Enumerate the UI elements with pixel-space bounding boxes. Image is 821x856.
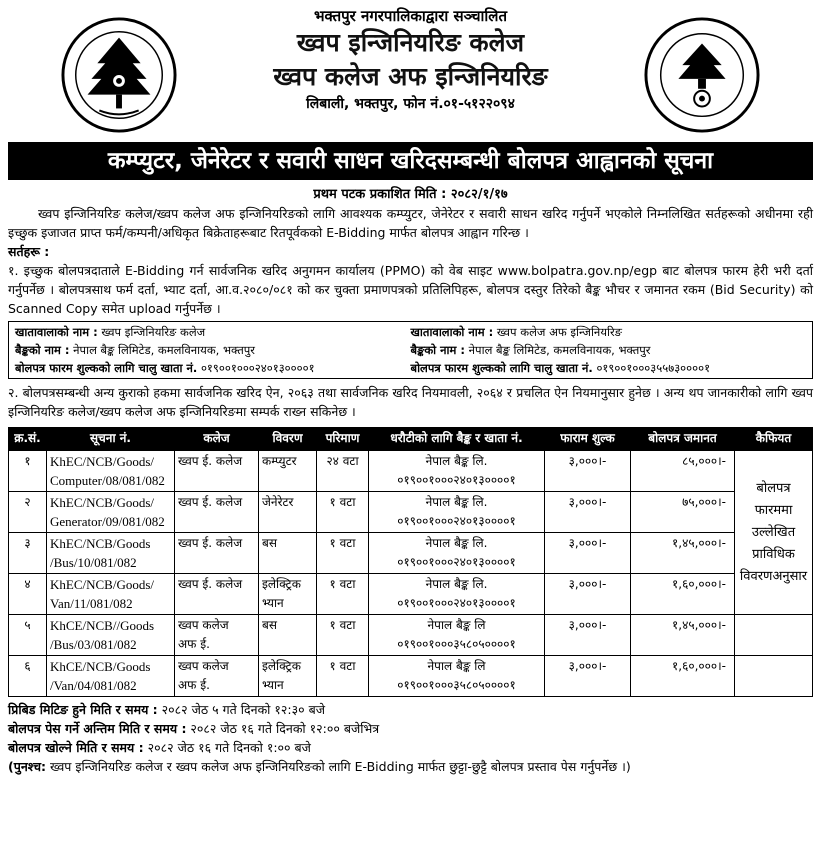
description-line: भ्यान xyxy=(262,596,284,610)
form-fee-cell: ३,०००।- xyxy=(545,533,631,574)
bank-line: नेपाल बैङ्क लि. xyxy=(425,495,488,509)
condition-2: २. बोलपत्रसम्बन्धी अन्य कुराको हकमा सार्वजनिक खरिद ऐन, २०६३ तथा सार्वजनिक खरिद नियमावली, २०६४ र प्रचलित ऐन नियमानुसार हुनेछ । अन्य थप जानकारीको लागि ख्वप इन्जिनियरिङ कलेज/ख्वप कलेज अफ इन्जिनियरिङमा सम्पर्क राख्न सकिनेछ । xyxy=(8,385,813,419)
holder-label: खातावालाको नाम : xyxy=(410,325,494,339)
account-line: ०१९००१०००२४०१३००००१ xyxy=(397,473,516,487)
notice-number-line: KhEC/NCB/Goods/ xyxy=(50,577,155,592)
header-address: लिबाली, भक्तपुर, फोन नं.०१-५१२२०९४ xyxy=(306,96,515,112)
khwopa-engineering-college-logo-icon xyxy=(60,16,178,134)
account-line: ०१९००१०००२४०१३००००१ xyxy=(397,555,516,569)
prebid-label: प्रिबिड मिटिङ हुने मिति र समय : xyxy=(8,702,158,717)
table-header-row xyxy=(9,428,813,451)
opening-line xyxy=(8,738,813,757)
college-line: अफ ई. xyxy=(178,678,210,692)
form-fee-cell: ३,०००।- xyxy=(545,451,631,492)
conditions-label: सर्तहरू : xyxy=(8,244,50,259)
college-cell xyxy=(175,615,259,656)
account-label: बोलपत्र फारम शुल्कको लागि चालु खाता नं. xyxy=(410,361,593,375)
notice-number-cell xyxy=(47,615,175,656)
notice-number-line: Generator/09/081/082 xyxy=(50,514,165,529)
column-header: धरौटीको लागि बैङ्क र खाता नं. xyxy=(369,428,545,451)
notice-number-cell xyxy=(47,451,175,492)
college-name-2: ख्वप कलेज अफ इन्जिनियरिङ xyxy=(273,62,548,91)
column-header: क्र.सं. xyxy=(9,428,47,451)
college-cell xyxy=(175,492,259,533)
description-line: भ्यान xyxy=(262,678,284,692)
bid-security-cell: ८५,०००।- xyxy=(631,451,735,492)
notice-number-cell xyxy=(47,533,175,574)
bid-table xyxy=(8,427,813,697)
notice-number-cell xyxy=(47,574,175,615)
serial-cell: ३ xyxy=(9,533,47,574)
bank-account-cell xyxy=(369,492,545,533)
account-line: ०१९००१०००३५८०५००००१ xyxy=(397,637,516,651)
bank-account-cell xyxy=(369,451,545,492)
college-line: ख्वप कलेज xyxy=(178,618,229,632)
account-line: ०१९००१०००३५८०५००००१ xyxy=(397,678,516,692)
notice-banner: कम्प्युटर, जेनेरेटर र सवारी साधन खरिदसम्बन्धी बोलपत्र आह्वानको सूचना xyxy=(8,142,813,180)
table-row xyxy=(9,533,813,574)
quantity-cell: १ वटा xyxy=(317,533,369,574)
description-line: कम्प्युटर xyxy=(262,454,297,468)
college-cell xyxy=(175,451,259,492)
quantity-cell: १ वटा xyxy=(317,492,369,533)
intro-paragraph: ख्वप इन्जिनियरिङ कलेज/ख्वप कलेज अफ इन्जिनियरिङको लागि आवश्यक कम्प्युटर, जेनेरेटर र सवारी साधन खरिद गर्नुपर्ने भएकोले निम्नलिखित सर्तहरूको अधीनमा रही इच्छुक इजाजत प्राप्त फर्म/कम्पनी/अधिकृत बिक्रेताहरूबाट रितपूर्वकको E-Bidding मार्फत बोलपत्र आह्वान गरिन्छ । xyxy=(8,206,813,240)
bid-security-cell: ७५,०००।- xyxy=(631,492,735,533)
deadline-label: बोलपत्र पेस गर्ने अन्तिम मिति र समय : xyxy=(8,721,187,736)
notice-number-cell xyxy=(47,492,175,533)
serial-cell: १ xyxy=(9,451,47,492)
description-line: इलेक्ट्रिक xyxy=(262,577,301,591)
description-cell xyxy=(259,656,317,697)
header-text xyxy=(178,6,643,114)
college-line: ख्वप ई. कलेज xyxy=(178,495,243,509)
column-header: फाराम शुल्क xyxy=(545,428,631,451)
notice-number-line: /Van/04/081/082 xyxy=(50,678,137,693)
notice-number-line: KhEC/NCB/Goods/ xyxy=(50,495,155,510)
account-number: ०१९००१०००३५५७३००००१ xyxy=(596,361,711,375)
bank-account-cell xyxy=(369,615,545,656)
college-cell xyxy=(175,574,259,615)
serial-cell: ४ xyxy=(9,574,47,615)
condition-1: १. इच्छुक बोलपत्रदाताले E-Bidding गर्न सार्वजनिक खरिद अनुगमन कार्यालय (PPMO) को वेब साइट www.bolpatra.gov.np/egp बाट बोलपत्र फारम हेरी भरी दर्ता गर्नुपर्नेछ । बोलपत्रसाथ फर्म दर्ता, भ्याट दर्ता, आ.व.२०८०/०८१ को कर चुक्ता प्रमाणपत्रको प्रतिलिपिहरू, बोलपत्र दस्तुर तिरेको बैङ्क भौचर र जमानत रकम (Bid Security) को Scanned Copy समेत upload गर्नुपर्नेछ । xyxy=(8,263,813,316)
notice-number-line: KhEC/NCB/Goods/ xyxy=(50,454,155,469)
description-line: बस xyxy=(262,618,277,632)
column-header: कैफियत xyxy=(735,428,813,451)
college-line: अफ ई. xyxy=(178,637,210,651)
header-subtitle: भक्तपुर नगरपालिकाद्वारा सञ्चालित xyxy=(314,7,507,25)
account-line: ०१९००१०००२४०१३००००१ xyxy=(397,514,516,528)
remark-cell-empty xyxy=(735,656,813,697)
description-cell xyxy=(259,615,317,656)
notice-number-line: KhEC/NCB/Goods xyxy=(50,536,151,551)
note-value: ख्वप इन्जिनियरिङ कलेज र ख्वप कलेज अफ इन्जिनियरिङको लागि E-Bidding मार्फत छुट्टा-छुट्टै बोलपत्र प्रस्ताव पेस गर्नुपर्नेछ ।) xyxy=(49,759,631,774)
holder-name: ख्वप कलेज अफ इन्जिनियरिङ xyxy=(496,325,622,339)
table-row xyxy=(9,615,813,656)
bank-label: बैङ्कको नाम : xyxy=(15,343,70,357)
description-cell xyxy=(259,533,317,574)
bank-account-cell xyxy=(369,533,545,574)
bid-security-cell: १,४५,०००।- xyxy=(631,533,735,574)
bank-name: नेपाल बैङ्क लिमिटेड, कमलविनायक, भक्तपुर xyxy=(468,343,651,357)
serial-cell: २ xyxy=(9,492,47,533)
deadline-line xyxy=(8,719,813,738)
note-line xyxy=(8,757,813,776)
opening-label: बोलपत्र खोल्ने मिति र समय : xyxy=(8,740,144,755)
remark-cell: बोलपत्र फारममा उल्लेखित प्राविधिक विवरणअनुसार xyxy=(735,451,813,615)
published-date: प्रथम पटक प्रकाशित मिति : २०८२/१/१७ xyxy=(313,187,508,202)
prebid-line xyxy=(8,700,813,719)
college-cell xyxy=(175,533,259,574)
account-number: ०१९००१०००२४०१३००००१ xyxy=(200,361,315,375)
notice-number-line: KhCE/NCB/Goods xyxy=(50,659,151,674)
college-name-1: ख्वप इन्जिनियरिङ कलेज xyxy=(296,28,525,57)
college-line: ख्वप ई. कलेज xyxy=(178,536,243,550)
description-line: बस xyxy=(262,536,277,550)
notice-number-cell xyxy=(47,656,175,697)
bank-line: नेपाल बैङ्क लि. xyxy=(425,454,488,468)
account-col-2 xyxy=(411,323,807,377)
table-row xyxy=(9,574,813,615)
description-cell xyxy=(259,451,317,492)
form-fee-cell: ३,०००।- xyxy=(545,492,631,533)
serial-cell: ५ xyxy=(9,615,47,656)
bank-account-cell xyxy=(369,574,545,615)
form-fee-cell: ३,०००।- xyxy=(545,615,631,656)
table-row xyxy=(9,656,813,697)
college-line: ख्वप ई. कलेज xyxy=(178,577,243,591)
college-line: ख्वप ई. कलेज xyxy=(178,454,243,468)
notice-number-line: /Bus/03/081/082 xyxy=(50,637,137,652)
bid-security-cell: १,६०,०००।- xyxy=(631,656,735,697)
quantity-cell: १ वटा xyxy=(317,615,369,656)
bank-account-cell xyxy=(369,656,545,697)
account-line: ०१९००१०००२४०१३००००१ xyxy=(397,596,516,610)
account-details-box xyxy=(8,321,813,379)
notice-number-line: /Bus/10/081/082 xyxy=(50,555,137,570)
bank-line: नेपाल बैङ्क लि. xyxy=(425,577,488,591)
khwopa-college-of-engineering-logo-icon xyxy=(643,16,761,134)
quantity-cell: १ वटा xyxy=(317,656,369,697)
bid-security-cell: १,४५,०००।- xyxy=(631,615,735,656)
column-header: बोलपत्र जमानत xyxy=(631,428,735,451)
footer xyxy=(8,700,813,776)
bank-line: नेपाल बैङ्क लि. xyxy=(425,536,488,550)
column-header: कलेज xyxy=(175,428,259,451)
notice-number-line: Van/11/081/082 xyxy=(50,596,133,611)
notice-number-line: KhCE/NCB//Goods xyxy=(50,618,155,633)
description-line: जेनेरेटर xyxy=(262,495,294,509)
bank-line: नेपाल बैङ्क लि xyxy=(427,659,486,673)
column-header: सूचना नं. xyxy=(47,428,175,451)
prebid-value: २०८२ जेठ ५ गते दिनको १२:३० बजे xyxy=(161,702,325,717)
remark-cell-empty xyxy=(735,615,813,656)
note-label: (पुनश्च: xyxy=(8,759,46,774)
description-cell xyxy=(259,492,317,533)
description-line: इलेक्ट्रिक xyxy=(262,659,301,673)
serial-cell: ६ xyxy=(9,656,47,697)
account-col-1 xyxy=(15,323,411,377)
column-header: विवरण xyxy=(259,428,317,451)
form-fee-cell: ३,०००।- xyxy=(545,574,631,615)
table-row xyxy=(9,492,813,533)
college-cell xyxy=(175,656,259,697)
bank-label: बैङ्कको नाम : xyxy=(410,343,466,357)
quantity-cell: २४ वटा xyxy=(317,451,369,492)
deadline-value: २०८२ जेठ १६ गते दिनको १२:०० बजेभित्र xyxy=(190,721,380,736)
bank-line: नेपाल बैङ्क लि xyxy=(427,618,486,632)
holder-name: ख्वप इन्जिनियरिङ कलेज xyxy=(101,325,206,339)
account-label: बोलपत्र फारम शुल्कको लागि चालु खाता नं. xyxy=(15,361,198,375)
notice-number-line: Computer/08/081/082 xyxy=(50,473,165,488)
holder-label: खातावालाको नाम : xyxy=(15,325,98,339)
table-row xyxy=(9,451,813,492)
quantity-cell: १ वटा xyxy=(317,574,369,615)
bank-name: नेपाल बैङ्क लिमिटेड, कमलविनायक, भक्तपुर xyxy=(73,343,255,357)
bid-security-cell: १,६०,०००।- xyxy=(631,574,735,615)
header xyxy=(8,6,813,134)
opening-value: २०८२ जेठ १६ गते दिनको १:०० बजे xyxy=(147,740,311,755)
college-line: ख्वप कलेज xyxy=(178,659,229,673)
form-fee-cell: ३,०००।- xyxy=(545,656,631,697)
column-header: परिमाण xyxy=(317,428,369,451)
description-cell xyxy=(259,574,317,615)
